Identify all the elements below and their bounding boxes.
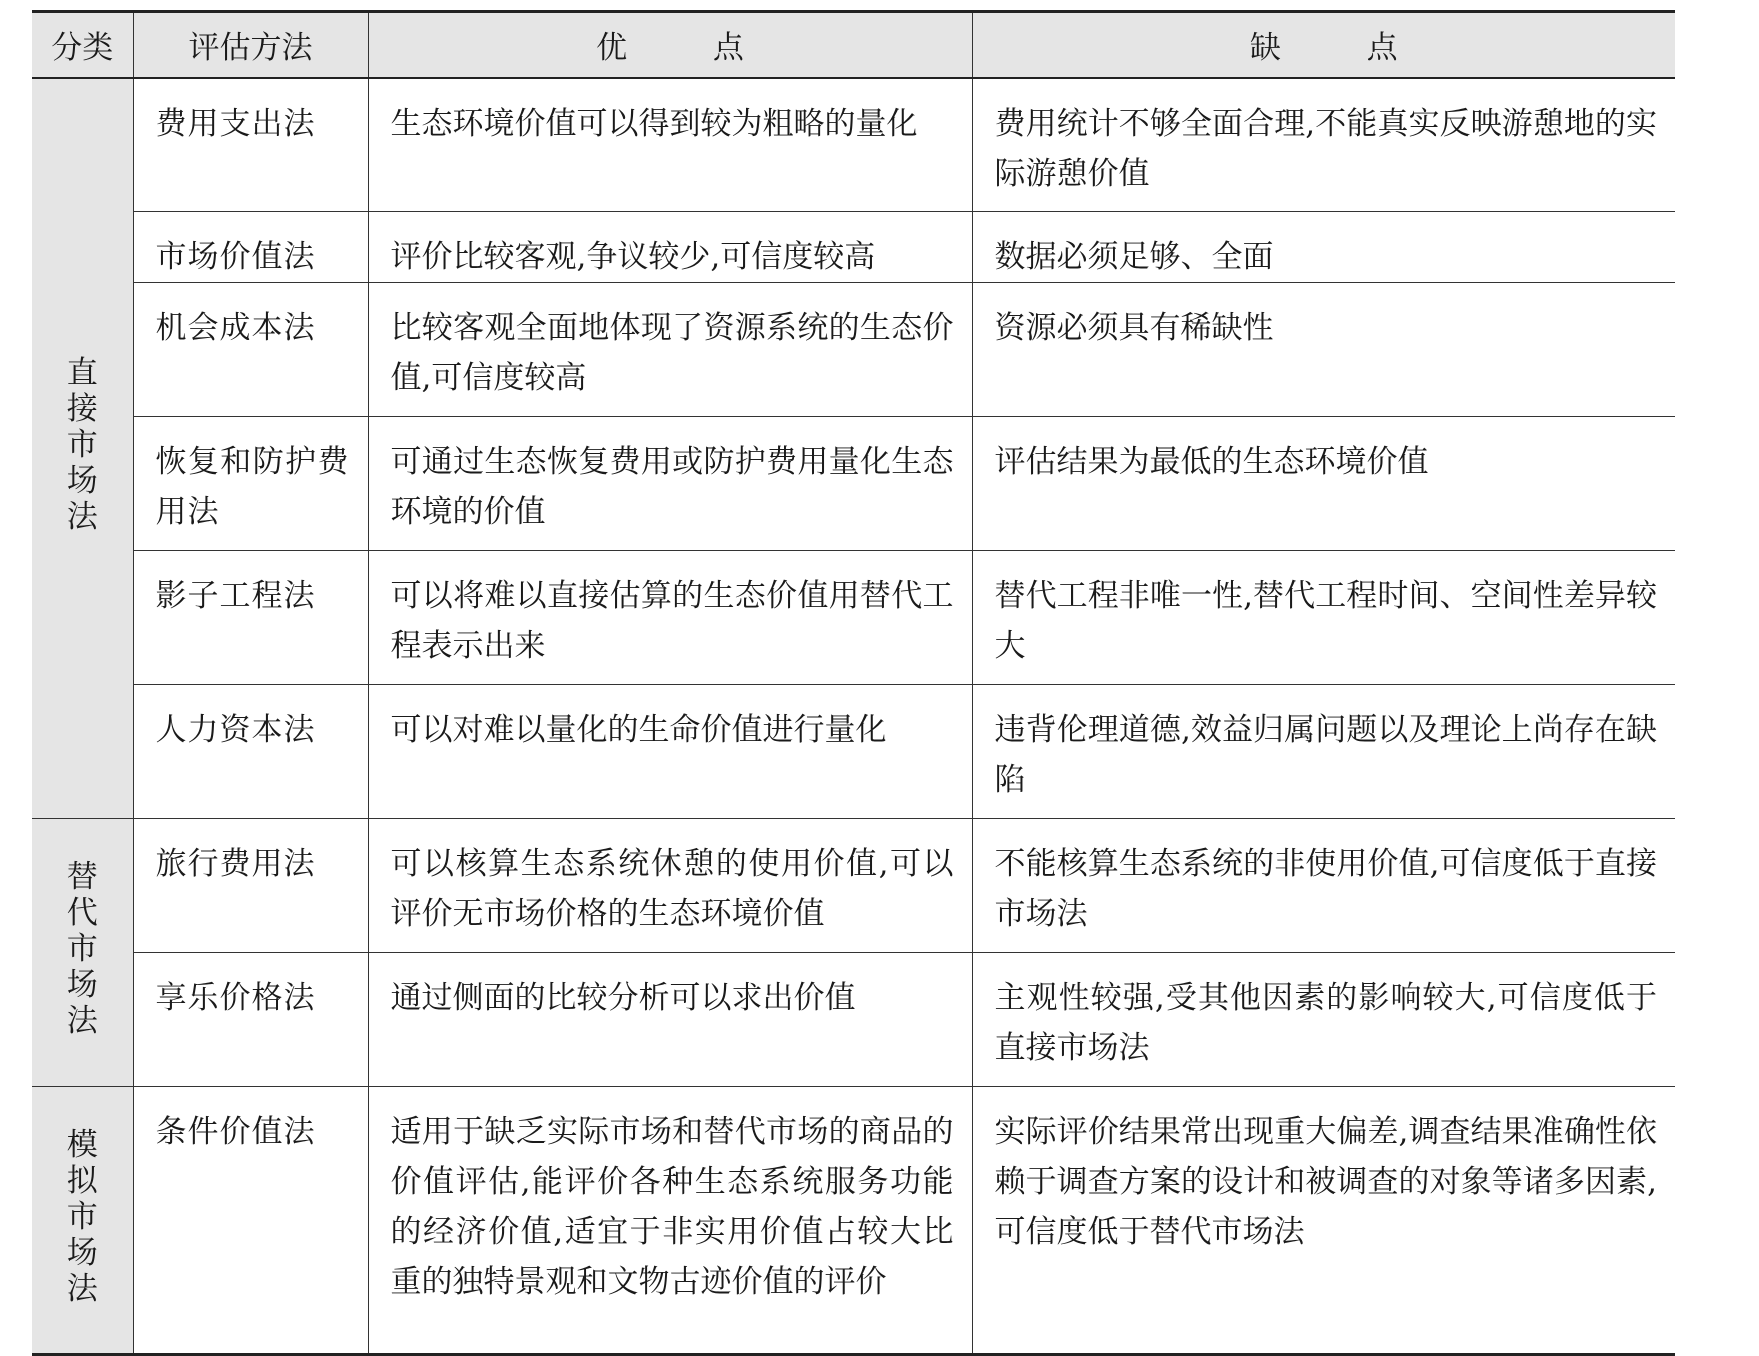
cons-cell: 替代工程非唯一性,替代工程时间、空间性差异较大 — [972, 551, 1675, 685]
table-row — [32, 551, 1675, 685]
pros-cell: 比较客观全面地体现了资源系统的生态价值,可信度较高 — [368, 283, 972, 417]
cons-cell: 违背伦理道德,效益归属问题以及理论上尚存在缺陷 — [972, 685, 1675, 819]
pros-cell: 可以核算生态系统休憩的使用价值,可以评价无市场价格的生态环境价值 — [368, 819, 972, 953]
table-row — [32, 1087, 1675, 1355]
header-row — [32, 12, 1675, 78]
category-cell — [32, 1087, 133, 1355]
header-pros-label: 优 点 — [596, 30, 782, 67]
table-row — [32, 685, 1675, 819]
header-category: 分类 — [32, 12, 133, 78]
pros-cell: 适用于缺乏实际市场和替代市场的商品的价值评估,能评价各种生态系统服务功能的经济价值,适宜于非实用价值占较大比重的独特景观和文物古迹价值的评价 — [368, 1087, 972, 1355]
category-label: 替代市场法 — [66, 859, 98, 1039]
table-row — [32, 283, 1675, 417]
category-cell — [32, 819, 133, 1087]
table-row — [32, 212, 1675, 283]
pros-cell: 评价比较客观,争议较少,可信度较高 — [368, 212, 972, 283]
cons-cell: 主观性较强,受其他因素的影响较大,可信度低于直接市场法 — [972, 953, 1675, 1087]
method-cell: 机会成本法 — [133, 283, 368, 417]
method-cell: 旅行费用法 — [133, 819, 368, 953]
pros-cell: 可通过生态恢复费用或防护费用量化生态环境的价值 — [368, 417, 972, 551]
table-row — [32, 953, 1675, 1087]
method-cell: 影子工程法 — [133, 551, 368, 685]
method-cell: 条件价值法 — [133, 1087, 368, 1355]
cons-cell: 不能核算生态系统的非使用价值,可信度低于直接市场法 — [972, 819, 1675, 953]
cons-cell: 实际评价结果常出现重大偏差,调查结果准确性依赖于调查方案的设计和被调查的对象等诸多因素,可信度低于替代市场法 — [972, 1087, 1675, 1355]
category-cell — [32, 78, 133, 819]
header-cons — [972, 12, 1675, 78]
pros-cell: 生态环境价值可以得到较为粗略的量化 — [368, 78, 972, 212]
method-cell: 享乐价格法 — [133, 953, 368, 1087]
method-cell: 市场价值法 — [133, 212, 368, 283]
table-row — [32, 78, 1675, 212]
method-cell: 人力资本法 — [133, 685, 368, 819]
header-pros — [368, 12, 972, 78]
cons-cell: 资源必须具有稀缺性 — [972, 283, 1675, 417]
pros-cell: 通过侧面的比较分析可以求出价值 — [368, 953, 972, 1087]
header-cons-label: 缺 点 — [1249, 30, 1436, 67]
cons-cell: 数据必须足够、全面 — [972, 212, 1675, 283]
method-cell: 费用支出法 — [133, 78, 368, 212]
cons-cell: 评估结果为最低的生态环境价值 — [972, 417, 1675, 551]
cons-cell: 费用统计不够全面合理,不能真实反映游憩地的实际游憩价值 — [972, 78, 1675, 212]
table-row — [32, 417, 1675, 551]
category-label: 直接市场法 — [66, 354, 98, 535]
pros-cell: 可以对难以量化的生命价值进行量化 — [368, 685, 972, 819]
method-cell: 恢复和防护费用法 — [133, 417, 368, 551]
category-label: 模拟市场法 — [66, 1126, 98, 1307]
pros-cell: 可以将难以直接估算的生态价值用替代工程表示出来 — [368, 551, 972, 685]
table-row — [32, 819, 1675, 953]
header-method: 评估方法 — [133, 12, 368, 78]
valuation-methods-table — [32, 10, 1675, 1356]
